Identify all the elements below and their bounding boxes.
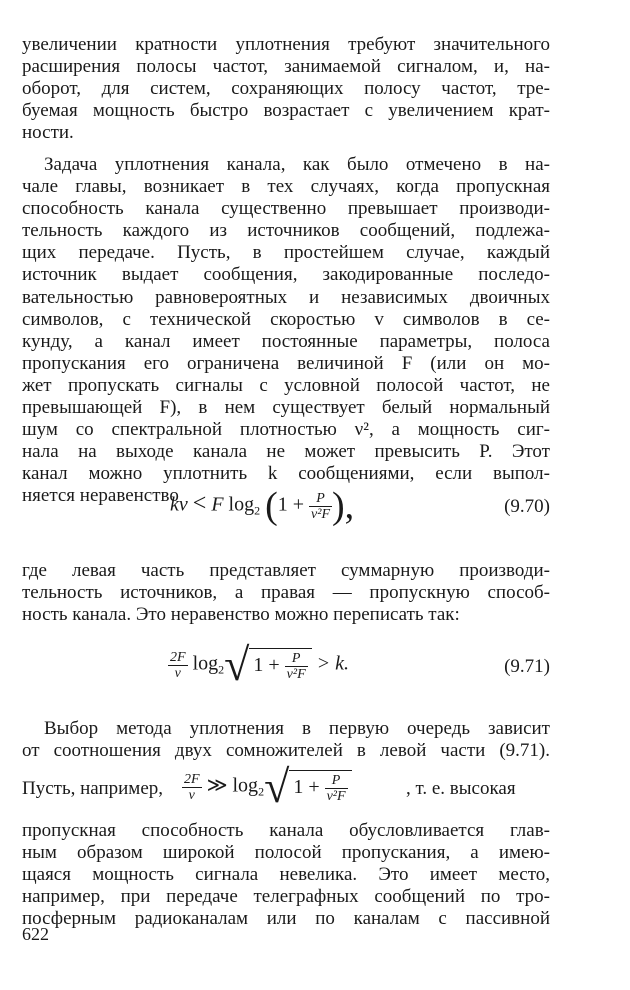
equation-number: (9.71) bbox=[504, 656, 550, 677]
text-line: тельность источников, а правая — пропускную способ- bbox=[22, 582, 550, 604]
text-line: вательностью равновероятных и независимых двоичных bbox=[22, 286, 550, 308]
formula-plus: + bbox=[268, 654, 280, 677]
text-line: способность канала существенно превышает производи- bbox=[22, 198, 550, 220]
formula-log-base: 2 bbox=[258, 784, 265, 799]
text-line: пропускная способность канала обусловливается глав- bbox=[22, 820, 550, 841]
formula-plus: + bbox=[292, 493, 305, 516]
text-line: превышающей F), в нем существует белый нормальный bbox=[22, 397, 550, 419]
fraction-numerator: 2F bbox=[184, 771, 200, 787]
text-line: чале главы, возникает в тех случаях, когда пропускная bbox=[22, 176, 550, 198]
formula-open-paren: ( bbox=[265, 485, 278, 527]
formula-one: 1 bbox=[277, 493, 288, 516]
paragraph-5 bbox=[22, 820, 550, 930]
text-line: щих передаче. Пусть, в простейшем случае, каждый bbox=[22, 242, 550, 264]
text-line: например, при передаче телеграфных сообщений по тро- bbox=[22, 886, 550, 908]
formula-log: log bbox=[228, 493, 255, 516]
text-line: Задача уплотнения канала, как было отмечено в на- bbox=[44, 154, 550, 175]
radical-sign: √ bbox=[264, 761, 290, 812]
text-line: источник выдает сообщения, закодированные последо- bbox=[22, 264, 550, 286]
text-line: канал можно уплотнить k сообщениями, если выпол- bbox=[22, 463, 550, 485]
text-line: тельность каждого из источников сообщений, подлежа- bbox=[22, 220, 550, 242]
text-line: Выбор метода уплотнения в первую очередь зависит bbox=[44, 718, 550, 739]
text-line: увеличении кратности уплотнения требуют значительного bbox=[22, 34, 550, 55]
paragraph-4 bbox=[22, 718, 550, 762]
text-line: буемая мощность быстро возрастает с увеличением крат- bbox=[22, 100, 550, 122]
formula-relation: > k. bbox=[316, 652, 349, 675]
text-line: жет пропускать сигналы с условной полосой частот, не bbox=[22, 374, 550, 396]
equation-number: (9.70) bbox=[504, 496, 550, 517]
radical-sign: √ bbox=[224, 639, 250, 690]
text-line: нала на выходе канала не может превысить P. Этот bbox=[22, 441, 550, 463]
inline-text-after: , т. е. высокая bbox=[406, 778, 516, 799]
formula-9-70 bbox=[22, 484, 550, 534]
text-line: оборот, для систем, сохраняющих полосу частот, тре- bbox=[22, 78, 550, 100]
fraction-numerator: P bbox=[325, 773, 348, 789]
inline-formula-line bbox=[22, 761, 550, 812]
formula-log-base: 2 bbox=[254, 503, 261, 518]
formula-fraction bbox=[309, 491, 332, 522]
fraction-denominator: v bbox=[188, 787, 195, 803]
radicand bbox=[289, 770, 351, 804]
inner-fraction bbox=[325, 773, 348, 804]
fraction-denominator: v bbox=[174, 665, 181, 681]
formula-f: F bbox=[211, 493, 224, 516]
page-number: 622 bbox=[22, 924, 49, 944]
text-line: шум со спектральной плотностью ν², а мощность сиг- bbox=[22, 419, 550, 441]
formula-one: 1 bbox=[253, 654, 264, 677]
text-line: символов, с технической скоростью v символов в се- bbox=[22, 308, 550, 330]
text-line: няется неравенство bbox=[22, 485, 179, 507]
text-line: посферным радиоканалам или по каналам с пассивной bbox=[22, 908, 550, 930]
formula-log: log bbox=[192, 652, 219, 675]
paragraph-3 bbox=[22, 560, 550, 626]
formula-log-base: 2 bbox=[218, 662, 225, 677]
text-line: где левая часть представляет суммарную производи- bbox=[22, 560, 550, 581]
formula-relation: ≫ bbox=[206, 774, 228, 797]
text-line: ности. bbox=[22, 122, 74, 144]
formula-one: 1 bbox=[293, 776, 304, 799]
radicand bbox=[249, 648, 311, 682]
fraction-denominator: ν²F bbox=[311, 506, 330, 522]
text-line: щаяся мощность сигнала невелика. Это имеет место, bbox=[22, 864, 550, 886]
text-line: кунду, а канал имеет постоянные параметры, полоса bbox=[22, 330, 550, 352]
formula-log: log bbox=[232, 774, 259, 797]
formula-fraction bbox=[168, 650, 188, 681]
fraction-numerator: P bbox=[309, 491, 332, 507]
paragraph-2 bbox=[22, 154, 550, 508]
formula-close-paren: ), bbox=[332, 485, 355, 527]
square-root bbox=[224, 639, 312, 690]
inner-fraction bbox=[285, 651, 308, 682]
fraction-numerator: 2F bbox=[170, 649, 186, 665]
inline-formula bbox=[182, 761, 352, 812]
text-line: пропускания его ограничена величиной F (или он мо- bbox=[22, 352, 550, 374]
formula-relation: < bbox=[192, 490, 207, 517]
inline-text-before: Пусть, например, bbox=[22, 778, 164, 799]
text-line: ность канала. Это неравенство можно переписать так: bbox=[22, 604, 460, 626]
formula-fraction bbox=[182, 772, 202, 803]
formula-lhs: kv bbox=[170, 493, 188, 516]
text-line: ным образом широкой полосой пропускания, а имею- bbox=[22, 842, 550, 864]
text-line: расширения полосы частот, занимаемой сигналом, и, на- bbox=[22, 56, 550, 78]
fraction-denominator: ν²F bbox=[326, 789, 346, 804]
paragraph-1 bbox=[22, 34, 550, 144]
text-line: от соотношения двух сомножителей в левой части (9.71). bbox=[22, 740, 550, 762]
fraction-numerator: P bbox=[285, 651, 308, 667]
formula-9-71 bbox=[22, 639, 550, 700]
formula-plus: + bbox=[308, 776, 320, 799]
fraction-denominator: ν²F bbox=[286, 667, 306, 682]
square-root bbox=[264, 761, 352, 812]
